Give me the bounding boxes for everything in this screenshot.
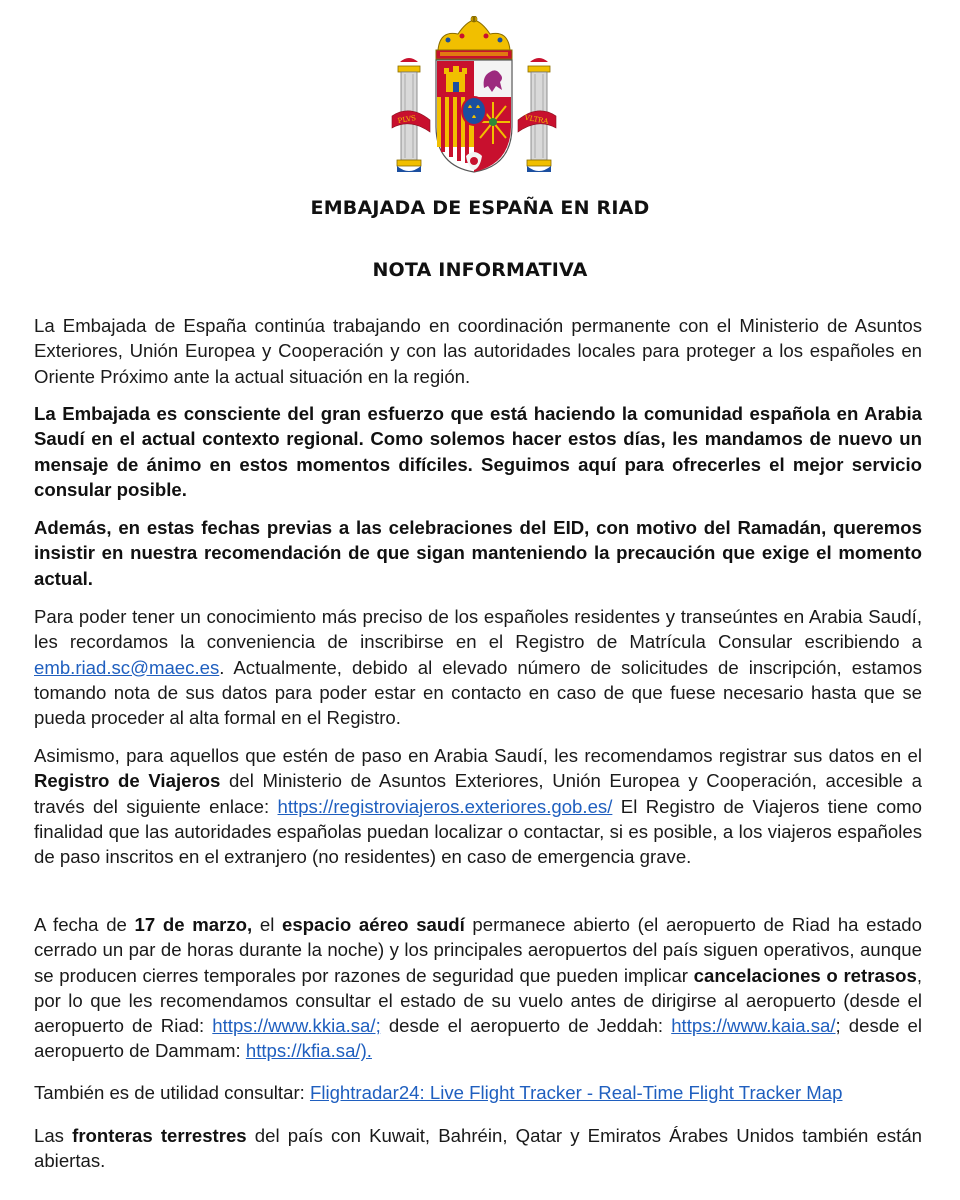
intro-paragraph: La Embajada de España continúa trabajando en coordinación permanente con el Ministerio de Asuntos Exteriores, Unión Europea y Cooperación y con las autoridades locales para proteger a los españoles en Oriente Próximo ante la actual situación en la región. [34, 315, 922, 387]
encouragement-paragraph: La Embajada es consciente del gran esfuerzo que está haciendo la comunidad española en Arabia Saudí en el actual contexto regional. Como solemos hacer estos días, les mandamos de nuevo un mensaje de ánimo en estos momentos difíciles. Seguimos aquí para ofrecerles el mejor servicio consular posible. [34, 403, 922, 500]
flightradar-paragraph: También es de utilidad consultar: Flightradar24: Live Flight Tracker - Real-Time Flight Tracker Map [34, 1082, 843, 1103]
flightradar-link[interactable]: Flightradar24: Live Flight Tracker - Real-Time Flight Tracker Map [309, 1082, 843, 1103]
royal-crown-icon [436, 16, 512, 59]
consular-registration-paragraph: Para poder tener un conocimiento más preciso de los españoles residentes y transeúntes en Arabia Saudí, les recordamos la conveniencia de inscribirse en el Registro de Matrícula Consular escribiendo a emb.riad.sc@maec.es. Actualmente, debido al elevado número de solicitudes de inscripción, estamos tomando nota de sus datos para poder estar en contacto en caso de que fuese necesario hasta que se pueda proceder al alta formal en el Registro. [34, 606, 922, 729]
shield-icon [436, 60, 512, 172]
consular-email-link[interactable]: emb.riad.sc@maec.es [34, 656, 220, 678]
motto-left: PLVS [397, 113, 417, 126]
registro-viajeros-link[interactable]: https://registroviajeros.exteriores.gob.es/ [277, 795, 613, 817]
eid-precaution-paragraph: Además, en estas fechas previas a las celebraciones del EID, con motivo del Ramadán, queremos insistir en nuestra recomendación de que sigan manteniendo la precaución que exige el momento actual. [34, 517, 922, 589]
motto-right: VLTRA [523, 113, 550, 126]
travelers-registry-paragraph: Asimismo, para aquellos que estén de paso en Arabia Saudí, les recomendamos registrar sus datos en el Registro de Viajeros del Ministerio de Asuntos Exteriores, Unión Europea y Cooperación, accesible a través del siguiente enlace: https://registroviajeros.exteriores.gob.es/ El Registro de Viajeros tiene como finalidad que las autoridades españolas puedan localizar o contactar, si es posible, a los viajeros españoles de paso inscritos en el extranjero (no residentes) en caso de emergencia grave. [34, 745, 922, 868]
embassy-title: EMBAJADA DE ESPAÑA EN RIAD [310, 197, 650, 219]
kfia-link[interactable]: https://kfia.sa/). [245, 1040, 372, 1062]
document-subtitle: NOTA INFORMATIVA [372, 259, 588, 281]
kaia-link[interactable]: https://www.kaia.sa/ [671, 1015, 836, 1037]
spain-coat-of-arms [388, 16, 560, 176]
kkia-link[interactable]: https://www.kkia.sa/; [212, 1015, 381, 1037]
land-borders-paragraph: Las fronteras terrestres del país con Kuwait, Bahréin, Qatar y Emiratos Árabes Unidos también están abiertas. [34, 1125, 922, 1172]
airspace-status-paragraph: A fecha de 17 de marzo, el espacio aéreo saudí permanece abierto (el aeropuerto de Riad ha estado cerrado un par de horas durante la noche) y los principales aeropuertos del país siguen operativos, aunque se producen cierres temporales por razones de seguridad que pueden implicar cancelaciones o retrasos, por lo que les recomendamos consultar el estado de su vuelo antes de dirigirse al aeropuerto (desde el aeropuerto de Riad: https://www.kkia.sa/; desde el aeropuerto de Jeddah: https://www.kaia.sa/; desde el aeropuerto de Dammam: https://kfia.sa/). [34, 914, 922, 1062]
